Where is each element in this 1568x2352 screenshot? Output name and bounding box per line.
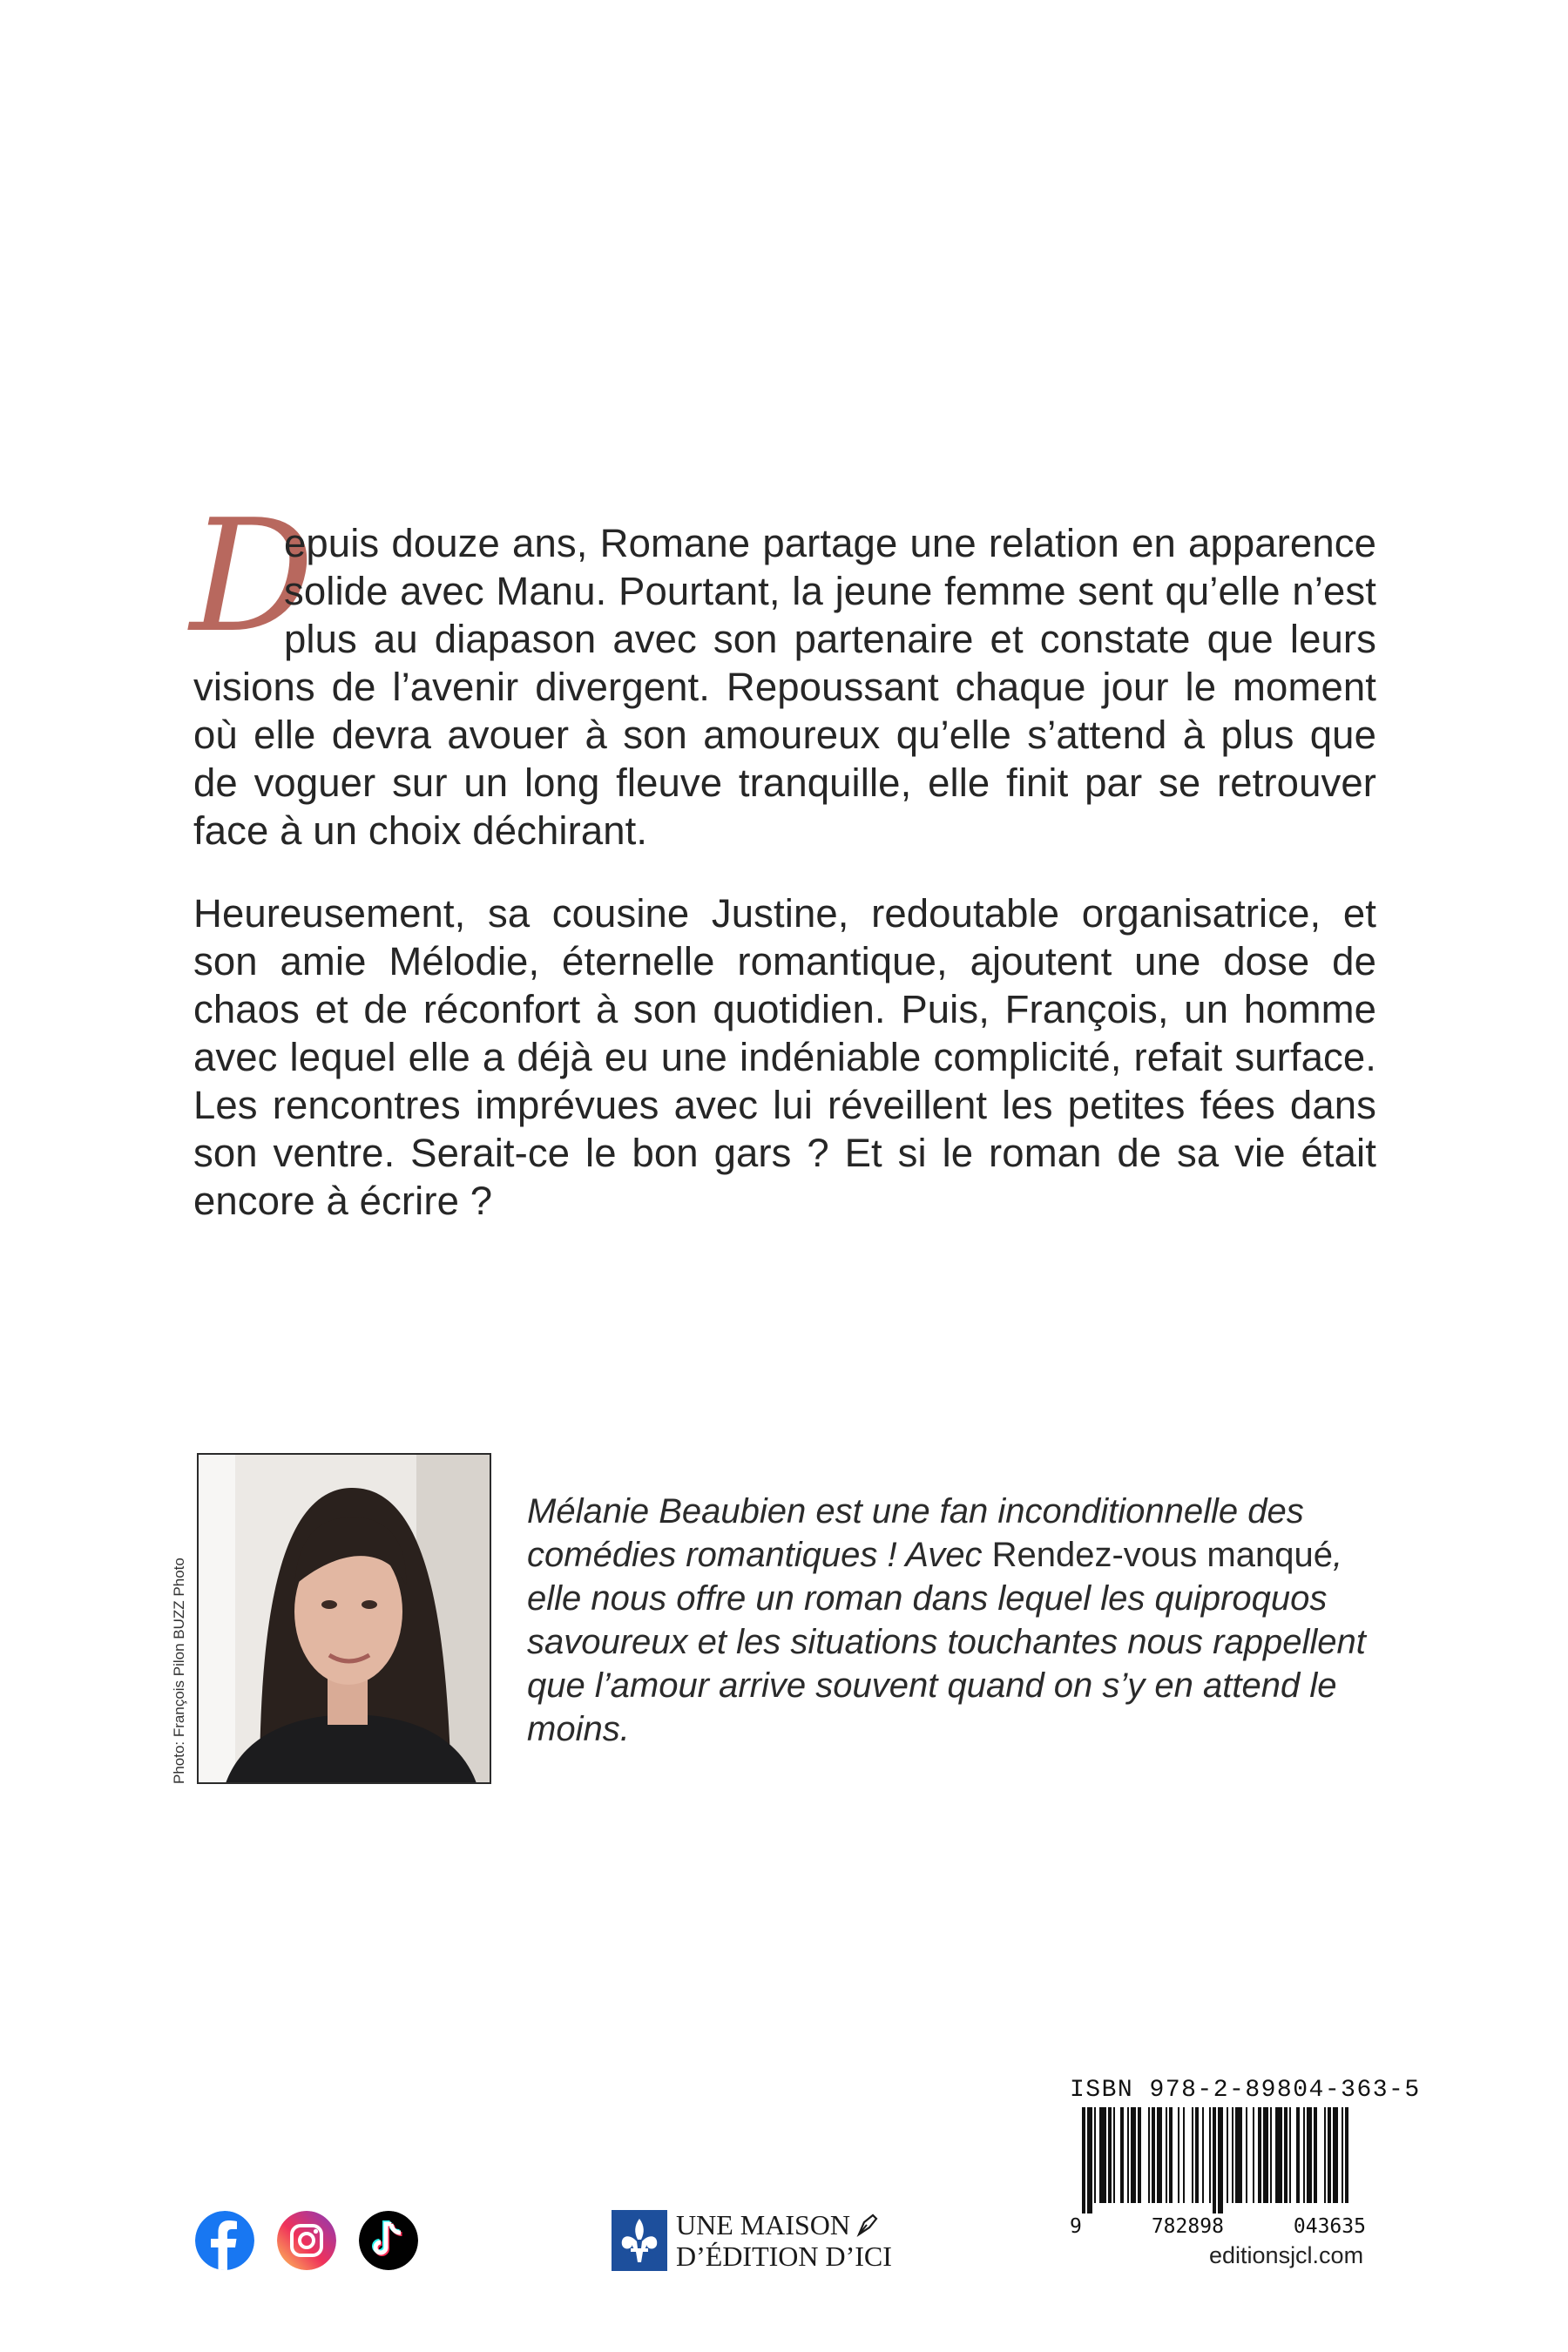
facebook-icon[interactable] (195, 2211, 254, 2270)
synopsis-paragraph-1 (190, 486, 1376, 855)
book-title: Rendez-vous manqué (991, 1536, 1333, 1574)
author-bio-text-2: , elle nous offre un roman dans lequel les quiproquos savoureux et les situations touchantes nous rappellent que l’amour arrive souvent quand on s’y en attend le moins. (527, 1536, 1366, 1748)
author-bio (527, 1490, 1381, 1751)
pen-nib-icon (854, 2210, 882, 2238)
publisher-website[interactable]: editionsjcl.com (1209, 2242, 1364, 2268)
isbn-barcode-block (1070, 2077, 1421, 2238)
instagram-icon[interactable] (277, 2211, 336, 2270)
fleur-de-lis-icon (612, 2210, 667, 2271)
back-cover-synopsis (190, 486, 1376, 1225)
author-bio-text-1: Mélanie Beaubien est une fan inconditionnelle des comédies romantiques ! Avec (527, 1492, 1304, 1574)
publisher-line-1: UNE MAISON (676, 2209, 892, 2240)
tiktok-icon[interactable] (359, 2211, 418, 2270)
synopsis-paragraph-2: Heureusement, sa cousine Justine, redoutable organisatrice, et son amie Mélodie, éternelle romantique, ajoutent une dose de chaos et de réconfort à son quotidien. Puis, François, un homme avec lequel elle a déjà eu une indéniable complicité, refait surface. Les rencontres imprévues avec lui réveillent les petites fées dans son ventre. Serait-ce le bon gars ? Et si le roman de sa vie était encore à écrire ? (193, 891, 1376, 1223)
author-portrait-illustration (199, 1455, 491, 1784)
publisher-logo (612, 2209, 892, 2272)
photo-credit: Photo: François Pilon BUZZ Photo (171, 1558, 187, 1784)
synopsis-paragraph-1-text: epuis douze ans, Romane partage une relation en apparence solide avec Manu. Pourtant, la jeune femme sent qu’elle n’est plus au diapason avec son partenaire et constate que leurs visions de l’avenir divergent. Repoussant chaque jour le moment où elle devra avouer à son amoureux qu’elle s’attend à plus que de voguer sur un long fleuve tranquille, elle finit par se retrouver face à un choix déchirant. (193, 521, 1376, 853)
social-icons (195, 2211, 418, 2270)
publisher-line-2: D’ÉDITION D’ICI (676, 2240, 892, 2272)
publisher-text (676, 2209, 892, 2272)
barcode-digits-group-2: 043635 (1293, 2215, 1366, 2238)
barcode-digits (1070, 2215, 1383, 2238)
barcode-digit-first: 9 (1070, 2215, 1082, 2238)
barcode-image (1070, 2107, 1366, 2213)
barcode-digits-group-1: 782898 (1151, 2215, 1224, 2238)
drop-cap-letter: D (190, 486, 314, 666)
author-photo (197, 1453, 491, 1784)
isbn-label: ISBN 978-2-89804-363-5 (1070, 2077, 1421, 2104)
